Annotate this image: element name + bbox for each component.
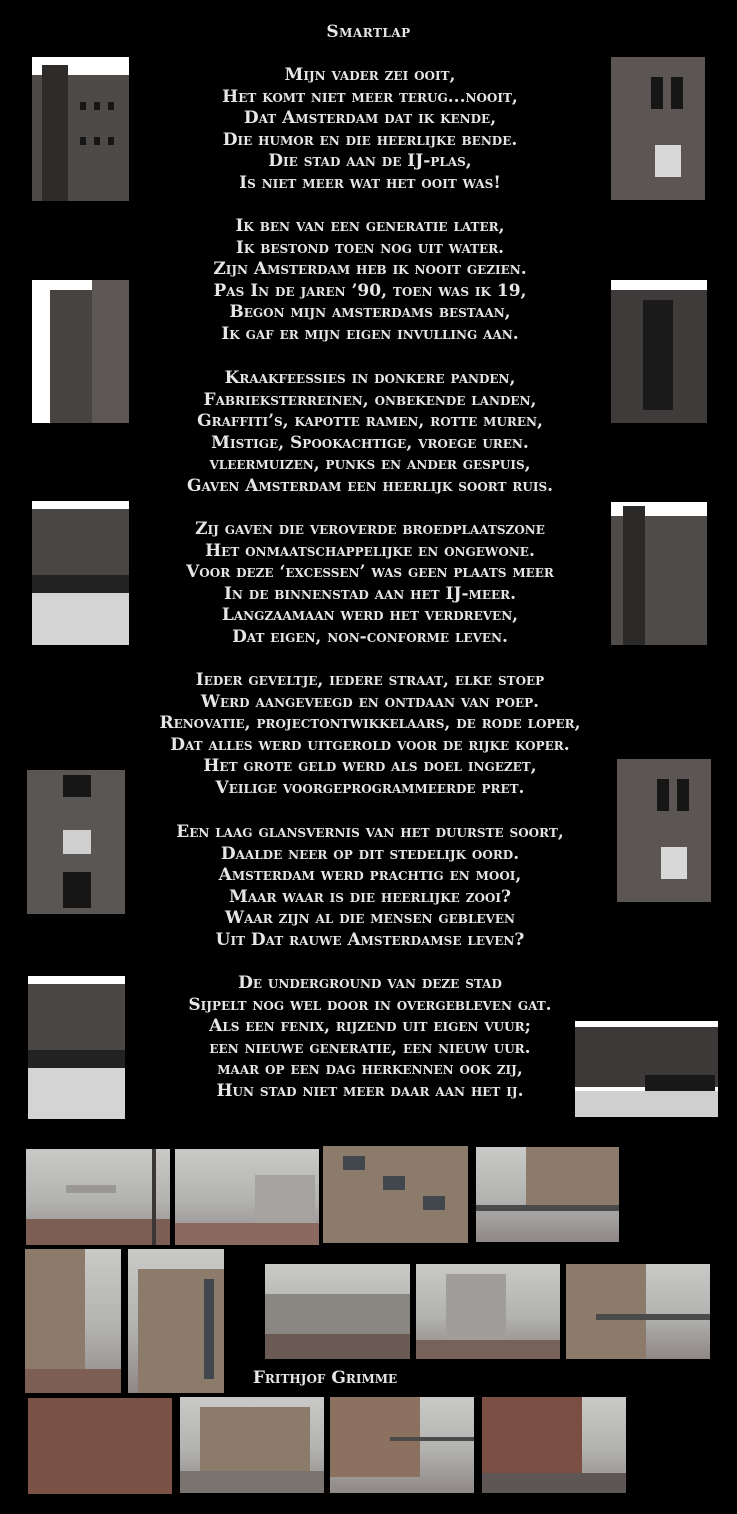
photo-brick-wall-windows-2: [617, 759, 711, 902]
photo-doors-facade: [27, 770, 125, 914]
poem-line: Renovatie, projectontwikkelaars, de rode loper,: [159, 713, 581, 734]
poem-line: Die humor en die heerlijke bende.: [222, 129, 518, 150]
poem-line: Hun stad niet meer daar aan het ij.: [216, 1080, 524, 1101]
poem-line: Kraakfeessies in donkere panden,: [224, 368, 516, 388]
poem-line: Zij gaven die veroverde broedplaatszone: [195, 519, 545, 539]
photo-fog-waterfront: [26, 1149, 170, 1245]
poem-line: Daalde neer op dit stedelijk oord.: [220, 843, 520, 864]
poem-line: Veilige voorgeprogrammeerde pret.: [215, 777, 525, 798]
poem-line: Een laag glansvernis van het duurste soort,: [176, 822, 564, 842]
poem-line: Het onmaatschappelijke en ongewone.: [205, 540, 535, 561]
photo-fog-street-1: [25, 1249, 121, 1393]
poem-line: Ik bestond toen nog uit water.: [235, 237, 505, 258]
photo-fog-quay: [175, 1149, 319, 1245]
poem-line: Ik gaf er mijn eigen invulling aan.: [221, 323, 519, 344]
stanza-1: [110, 65, 630, 195]
poem-line: Langzaamaan werd het verdreven,: [221, 605, 519, 626]
poem-line: Waar zijn al die mensen gebleven: [225, 908, 515, 929]
photo-fog-bridge: [476, 1147, 619, 1242]
poem-line: Als een fenix, rijzend uit eigen vuur;: [209, 1016, 531, 1037]
poem-line: Dat alles werd uitgerold voor de rijke koper.: [170, 734, 570, 755]
poem-line: Het komt niet meer terug...nooit,: [222, 86, 518, 107]
stanza-5: [110, 670, 630, 800]
poem-line: Maar waar is die heerlijke zooi?: [229, 886, 511, 907]
photo-warehouse-tower-2: [611, 502, 707, 645]
poem-line: In de binnenstad aan het IJ-meer.: [223, 583, 517, 604]
author-name: Frithjof Grimme: [252, 1368, 398, 1388]
photo-tall-facade: [32, 280, 129, 423]
poem-line: Dat eigen, non-conforme leven.: [232, 626, 508, 647]
photo-fog-brick-row: [28, 1398, 172, 1494]
stanza-4: [110, 519, 630, 649]
poem-line: Zijn Amsterdam heb ik nooit gezien.: [213, 259, 527, 280]
poem-line: Mijn vader zei ooit,: [284, 65, 456, 85]
poem-line: Dat Amsterdam dat ik kende,: [243, 108, 497, 129]
poem-line: Pas In de jaren ’90, toen was ik 19,: [213, 280, 527, 301]
photo-fog-office: [416, 1264, 560, 1359]
poem-line: Ik ben van een generatie later,: [235, 216, 505, 236]
poem-line: Uit Dat rauwe Amsterdamse leven?: [215, 929, 525, 950]
photo-fog-brick-street: [482, 1397, 626, 1493]
poem-line: Graffiti’s, kapotte ramen, rotte muren,: [197, 411, 543, 432]
photo-warehouse-tower: [32, 57, 129, 201]
photo-fog-bridge-2: [566, 1264, 710, 1359]
poem-line: vleermuizen, punks en ander gespuis,: [209, 454, 531, 475]
poem-line: Mistige, Spookachtige, vroege uren.: [211, 432, 529, 453]
poem-line: Die stad aan de IJ-plas,: [268, 151, 472, 172]
stanza-3: [110, 368, 630, 498]
photo-warehouse-front-2: [28, 976, 125, 1119]
stanza-7: [110, 973, 630, 1103]
poem-line: Het grote geld werd als doel ingezet,: [203, 756, 537, 777]
poem-line: Is niet meer wat het ooit was!: [239, 172, 501, 193]
poem-title: Smartlap: [326, 22, 411, 42]
photo-fog-gallery: [330, 1397, 474, 1493]
poem-line: Voor deze ‘excessen’ was geen plaats meer: [186, 562, 554, 583]
photo-loading-hatches: [611, 280, 707, 423]
photo-warehouse-perspective: [575, 1021, 718, 1117]
photo-fog-square: [265, 1264, 410, 1359]
stanza-2: [110, 216, 630, 346]
poem-line: Fabrieksterreinen, onbekende landen,: [203, 389, 537, 410]
photo-fog-apartments: [323, 1146, 468, 1243]
poem-line: Ieder geveltje, iedere straat, elke stoep: [195, 670, 545, 690]
photo-warehouse-front: [32, 501, 129, 645]
poem-line: maar op een dag herkennen ook zij,: [217, 1059, 523, 1080]
photo-brick-wall-windows: [611, 57, 705, 200]
poem-line: De underground van deze stad: [238, 973, 502, 993]
poem-line: Begon mijn amsterdams bestaan,: [229, 302, 511, 323]
stanza-6: [110, 822, 630, 952]
poem-line: Sijpelt nog wel door in overgebleven gat.: [188, 994, 552, 1015]
poem-line: Amsterdam werd prachtig en mooi,: [218, 865, 522, 886]
poem-line: Gaven Amsterdam een heerlijk soort ruis.: [186, 475, 554, 496]
poem-line: een nieuwe generatie, een nieuw uur.: [209, 1037, 531, 1058]
photo-fog-block: [180, 1397, 324, 1493]
poem-line: Werd aangeveegd en ontdaan van poep.: [200, 691, 540, 712]
